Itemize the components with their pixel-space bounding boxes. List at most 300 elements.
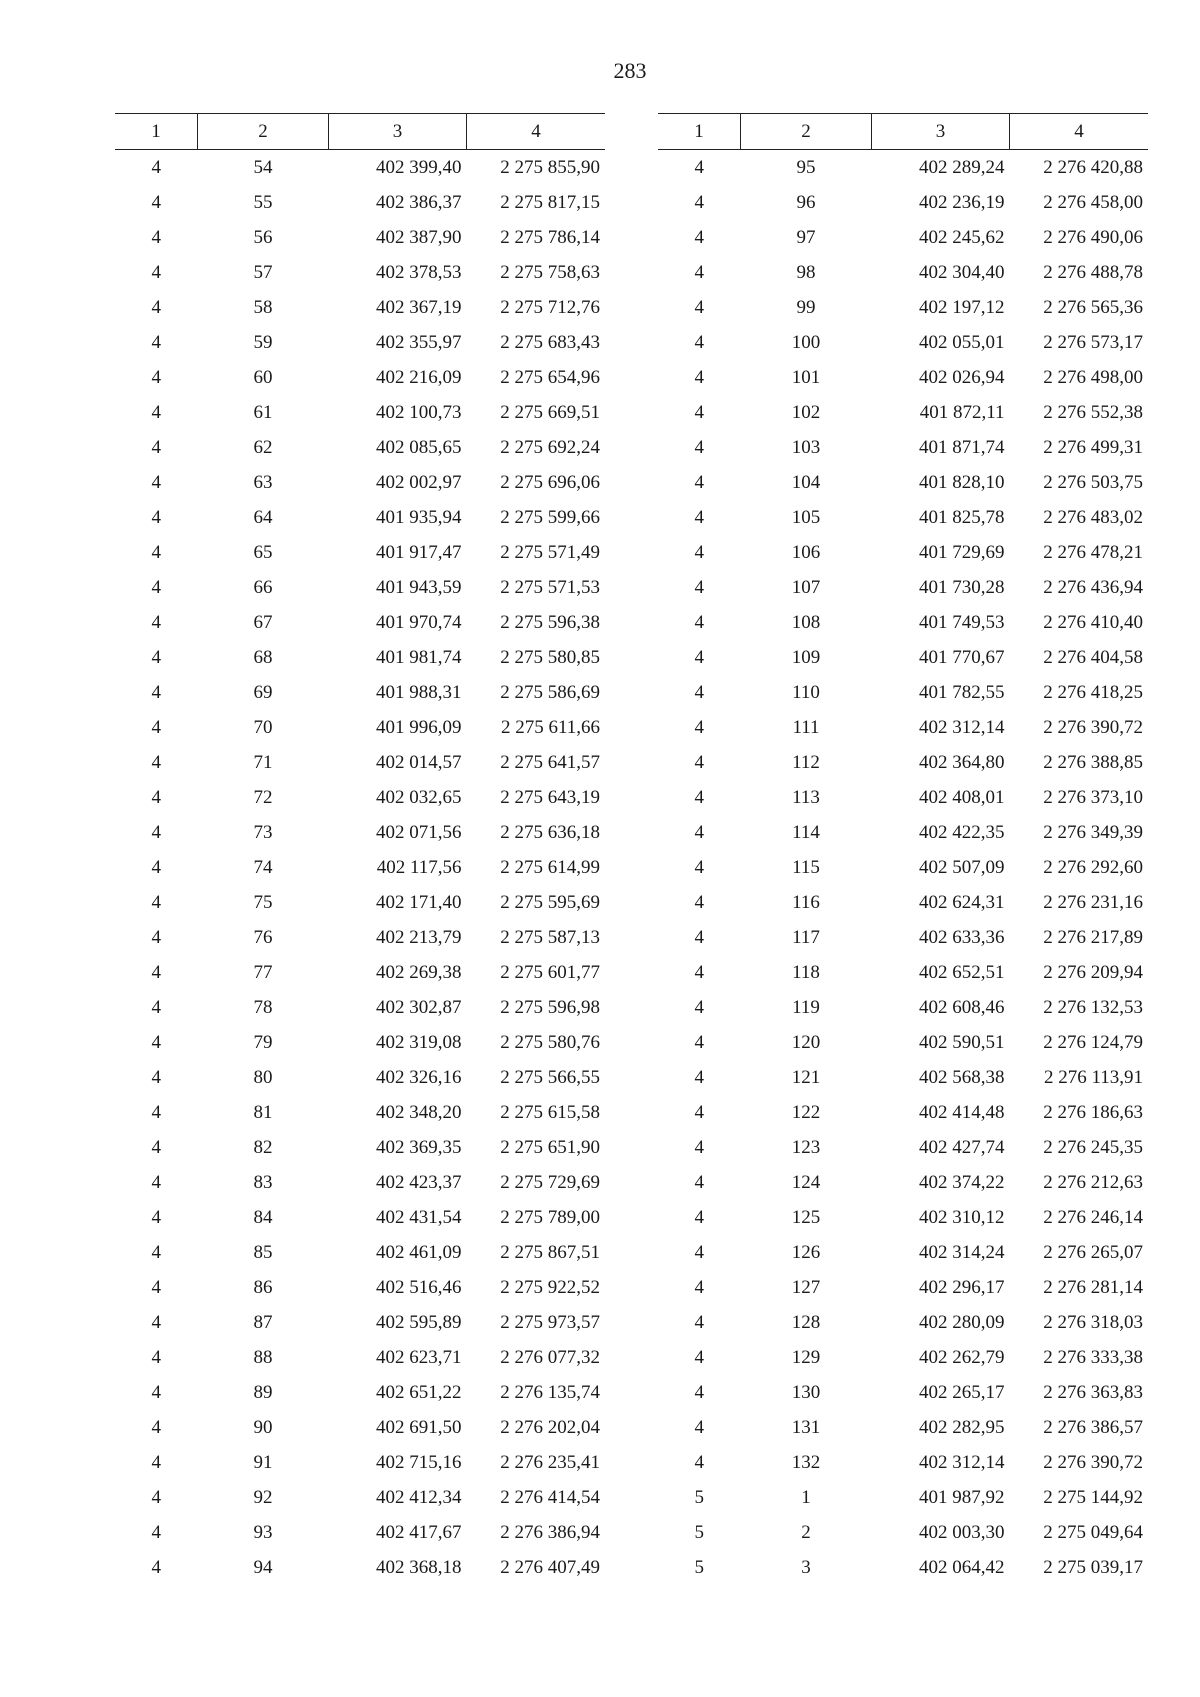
table-row <box>115 1515 605 1550</box>
cell-object-number: 4 <box>694 261 704 283</box>
table-row <box>658 1375 1148 1410</box>
cell-coordinate-y: 2 276 186,63 <box>1043 1101 1143 1123</box>
table-row <box>658 185 1148 220</box>
cell-coordinate-x: 401 782,55 <box>919 681 1005 703</box>
cell-point-number: 96 <box>796 191 816 213</box>
table-row <box>658 570 1148 605</box>
cell-coordinate-y: 2 275 855,90 <box>500 156 600 178</box>
cell-point-number: 72 <box>253 786 273 808</box>
cell-object-number: 4 <box>151 996 161 1018</box>
cell-point-number: 89 <box>253 1381 273 1403</box>
cell-coordinate-y: 2 276 404,58 <box>1043 646 1143 668</box>
cell-point-number: 76 <box>253 926 273 948</box>
cell-coordinate-x: 402 071,56 <box>376 821 462 843</box>
cell-coordinate-x: 402 310,12 <box>919 1206 1005 1228</box>
cell-coordinate-y: 2 276 390,72 <box>1043 1451 1143 1473</box>
table-row <box>115 150 605 186</box>
cell-coordinate-x: 402 055,01 <box>919 331 1005 353</box>
table-row <box>658 395 1148 430</box>
cell-object-number: 4 <box>151 1171 161 1193</box>
cell-object-number: 4 <box>151 261 161 283</box>
cell-coordinate-y: 2 275 601,77 <box>500 961 600 983</box>
cell-object-number: 4 <box>151 611 161 633</box>
cell-coordinate-y: 2 275 596,38 <box>500 611 600 633</box>
column-header-3: 3 <box>872 114 1010 150</box>
table-row <box>658 745 1148 780</box>
cell-coordinate-y: 2 275 654,96 <box>500 366 600 388</box>
cell-object-number: 4 <box>694 1206 704 1228</box>
cell-point-number: 2 <box>801 1521 811 1543</box>
cell-coordinate-x: 402 590,51 <box>919 1031 1005 1053</box>
cell-coordinate-y: 2 276 235,41 <box>500 1451 600 1473</box>
cell-object-number: 4 <box>151 1066 161 1088</box>
cell-coordinate-x: 402 399,40 <box>376 156 462 178</box>
cell-point-number: 110 <box>792 681 820 703</box>
cell-object-number: 4 <box>151 296 161 318</box>
cell-object-number: 5 <box>694 1521 704 1543</box>
cell-coordinate-y: 2 276 202,04 <box>500 1416 600 1438</box>
table-row <box>658 1025 1148 1060</box>
cell-coordinate-y: 2 276 373,10 <box>1043 786 1143 808</box>
table-body-left <box>115 150 605 1586</box>
table-row <box>658 920 1148 955</box>
cell-object-number: 4 <box>151 1101 161 1123</box>
cell-coordinate-x: 401 730,28 <box>919 576 1005 598</box>
cell-coordinate-y: 2 275 641,57 <box>500 751 600 773</box>
cell-coordinate-y: 2 276 132,53 <box>1043 996 1143 1018</box>
cell-coordinate-x: 402 289,24 <box>919 156 1005 178</box>
cell-point-number: 131 <box>791 1416 821 1438</box>
cell-point-number: 93 <box>253 1521 273 1543</box>
cell-coordinate-y: 2 276 217,89 <box>1043 926 1143 948</box>
cell-point-number: 71 <box>253 751 273 773</box>
cell-point-number: 61 <box>253 401 273 423</box>
cell-coordinate-y: 2 275 683,43 <box>500 331 600 353</box>
table-header-row <box>115 114 605 150</box>
cell-coordinate-y: 2 275 669,51 <box>500 401 600 423</box>
table-body-right <box>658 150 1148 1586</box>
table-row <box>115 1270 605 1305</box>
table-row <box>658 780 1148 815</box>
cell-coordinate-x: 402 691,50 <box>376 1416 462 1438</box>
cell-object-number: 4 <box>694 926 704 948</box>
cell-coordinate-x: 402 304,40 <box>919 261 1005 283</box>
cell-point-number: 99 <box>796 296 816 318</box>
cell-object-number: 4 <box>694 786 704 808</box>
table-row <box>115 780 605 815</box>
cell-coordinate-y: 2 275 571,53 <box>500 576 600 598</box>
cell-object-number: 4 <box>151 1136 161 1158</box>
cell-point-number: 3 <box>801 1556 811 1578</box>
cell-point-number: 74 <box>253 856 273 878</box>
cell-coordinate-y: 2 276 212,63 <box>1043 1171 1143 1193</box>
cell-coordinate-y: 2 276 245,35 <box>1043 1136 1143 1158</box>
cell-object-number: 4 <box>694 1101 704 1123</box>
table-row <box>115 220 605 255</box>
cell-coordinate-x: 402 386,37 <box>376 191 462 213</box>
cell-coordinate-x: 402 369,35 <box>376 1136 462 1158</box>
table-row <box>115 1025 605 1060</box>
table-row <box>115 1060 605 1095</box>
cell-coordinate-y: 2 275 615,58 <box>500 1101 600 1123</box>
cell-point-number: 77 <box>253 961 273 983</box>
cell-point-number: 123 <box>791 1136 821 1158</box>
table-row <box>658 1235 1148 1270</box>
table-row <box>115 850 605 885</box>
table-row <box>115 1550 605 1585</box>
cell-object-number: 4 <box>694 366 704 388</box>
table-row <box>658 535 1148 570</box>
table-row <box>115 675 605 710</box>
cell-coordinate-y: 2 276 386,94 <box>500 1521 600 1543</box>
cell-object-number: 4 <box>151 576 161 598</box>
cell-point-number: 80 <box>253 1066 273 1088</box>
cell-object-number: 4 <box>151 1451 161 1473</box>
cell-point-number: 126 <box>791 1241 821 1263</box>
cell-coordinate-x: 402 014,57 <box>376 751 462 773</box>
cell-coordinate-x: 402 262,79 <box>919 1346 1005 1368</box>
table-row <box>115 710 605 745</box>
cell-coordinate-x: 402 296,17 <box>919 1276 1005 1298</box>
cell-coordinate-x: 402 236,19 <box>919 191 1005 213</box>
table-row <box>115 465 605 500</box>
cell-coordinate-y: 2 275 614,99 <box>500 856 600 878</box>
cell-point-number: 79 <box>253 1031 273 1053</box>
cell-point-number: 130 <box>791 1381 821 1403</box>
column-header-2: 2 <box>741 114 872 150</box>
cell-coordinate-x: 402 003,30 <box>919 1521 1005 1543</box>
cell-object-number: 4 <box>694 156 704 178</box>
cell-object-number: 4 <box>694 1381 704 1403</box>
cell-coordinate-x: 402 423,37 <box>376 1171 462 1193</box>
cell-coordinate-y: 2 276 349,39 <box>1043 821 1143 843</box>
cell-object-number: 4 <box>694 436 704 458</box>
cell-point-number: 66 <box>253 576 273 598</box>
cell-coordinate-x: 402 374,22 <box>919 1171 1005 1193</box>
cell-coordinate-y: 2 276 135,74 <box>500 1381 600 1403</box>
cell-coordinate-y: 2 276 246,14 <box>1043 1206 1143 1228</box>
cell-coordinate-x: 402 032,65 <box>376 786 462 808</box>
table-row <box>115 1095 605 1130</box>
table-row <box>658 1340 1148 1375</box>
cell-coordinate-y: 2 275 729,69 <box>500 1171 600 1193</box>
table-row <box>658 1130 1148 1165</box>
cell-object-number: 4 <box>151 541 161 563</box>
cell-coordinate-y: 2 275 611,66 <box>500 716 600 738</box>
cell-point-number: 55 <box>253 191 273 213</box>
cell-point-number: 82 <box>253 1136 273 1158</box>
cell-coordinate-x: 401 825,78 <box>919 506 1005 528</box>
cell-object-number: 4 <box>151 506 161 528</box>
cell-coordinate-x: 402 064,42 <box>919 1556 1005 1578</box>
cell-coordinate-y: 2 275 144,92 <box>1043 1486 1143 1508</box>
cell-object-number: 4 <box>151 436 161 458</box>
cell-point-number: 88 <box>253 1346 273 1368</box>
cell-object-number: 4 <box>151 226 161 248</box>
cell-coordinate-x: 402 314,24 <box>919 1241 1005 1263</box>
cell-point-number: 105 <box>791 506 821 528</box>
cell-object-number: 4 <box>151 471 161 493</box>
cell-point-number: 83 <box>253 1171 273 1193</box>
cell-coordinate-x: 402 595,89 <box>376 1311 462 1333</box>
cell-point-number: 87 <box>253 1311 273 1333</box>
table-row <box>115 815 605 850</box>
cell-object-number: 4 <box>694 1171 704 1193</box>
cell-coordinate-y: 2 276 436,94 <box>1043 576 1143 598</box>
cell-point-number: 120 <box>791 1031 821 1053</box>
cell-coordinate-y: 2 276 410,40 <box>1043 611 1143 633</box>
cell-coordinate-x: 402 427,74 <box>919 1136 1005 1158</box>
table-row <box>115 1340 605 1375</box>
cell-coordinate-y: 2 275 922,52 <box>500 1276 600 1298</box>
cell-coordinate-y: 2 275 636,18 <box>500 821 600 843</box>
table-row <box>115 885 605 920</box>
table-row <box>658 675 1148 710</box>
cell-object-number: 4 <box>151 786 161 808</box>
cell-object-number: 4 <box>694 191 704 213</box>
table-row <box>115 1305 605 1340</box>
cell-object-number: 4 <box>151 1346 161 1368</box>
cell-coordinate-y: 2 275 039,17 <box>1043 1556 1143 1578</box>
cell-coordinate-y: 2 276 292,60 <box>1043 856 1143 878</box>
cell-coordinate-y: 2 276 318,03 <box>1043 1311 1143 1333</box>
cell-object-number: 4 <box>151 821 161 843</box>
cell-coordinate-y: 2 276 265,07 <box>1043 1241 1143 1263</box>
cell-coordinate-x: 402 431,54 <box>376 1206 462 1228</box>
cell-coordinate-x: 402 265,17 <box>919 1381 1005 1403</box>
table-row <box>658 150 1148 186</box>
cell-point-number: 115 <box>792 856 820 878</box>
cell-coordinate-x: 402 348,20 <box>376 1101 462 1123</box>
cell-point-number: 68 <box>253 646 273 668</box>
cell-coordinate-y: 2 275 867,51 <box>500 1241 600 1263</box>
cell-coordinate-y: 2 276 458,00 <box>1043 191 1143 213</box>
cell-coordinate-x: 401 872,11 <box>919 401 1005 423</box>
cell-object-number: 4 <box>694 401 704 423</box>
cell-coordinate-x: 402 417,67 <box>376 1521 462 1543</box>
cell-point-number: 103 <box>791 436 821 458</box>
cell-point-number: 73 <box>253 821 273 843</box>
coordinates-table-right <box>658 113 1148 1585</box>
table-row <box>115 500 605 535</box>
cell-coordinate-y: 2 276 414,54 <box>500 1486 600 1508</box>
cell-point-number: 56 <box>253 226 273 248</box>
cell-point-number: 81 <box>253 1101 273 1123</box>
table-row <box>115 1480 605 1515</box>
cell-point-number: 122 <box>791 1101 821 1123</box>
cell-coordinate-x: 402 516,46 <box>376 1276 462 1298</box>
table-header-row <box>658 114 1148 150</box>
cell-coordinate-x: 402 368,18 <box>376 1556 462 1578</box>
cell-point-number: 101 <box>791 366 821 388</box>
table-row <box>658 990 1148 1025</box>
cell-coordinate-y: 2 276 498,00 <box>1043 366 1143 388</box>
cell-coordinate-y: 2 276 386,57 <box>1043 1416 1143 1438</box>
table-row <box>115 430 605 465</box>
cell-point-number: 108 <box>791 611 821 633</box>
cell-object-number: 4 <box>694 821 704 843</box>
cell-coordinate-x: 401 996,09 <box>376 716 462 738</box>
cell-object-number: 4 <box>694 856 704 878</box>
cell-point-number: 95 <box>796 156 816 178</box>
cell-coordinate-y: 2 276 388,85 <box>1043 751 1143 773</box>
cell-coordinate-y: 2 275 580,76 <box>500 1031 600 1053</box>
table-row <box>115 290 605 325</box>
cell-point-number: 64 <box>253 506 273 528</box>
table-row <box>658 640 1148 675</box>
cell-object-number: 4 <box>694 996 704 1018</box>
cell-coordinate-y: 2 276 478,21 <box>1043 541 1143 563</box>
cell-coordinate-x: 401 770,67 <box>919 646 1005 668</box>
cell-coordinate-y: 2 275 587,13 <box>500 926 600 948</box>
cell-coordinate-y: 2 275 566,55 <box>500 1066 600 1088</box>
cell-point-number: 59 <box>253 331 273 353</box>
cell-point-number: 127 <box>791 1276 821 1298</box>
cell-coordinate-y: 2 276 390,72 <box>1043 716 1143 738</box>
cell-coordinate-x: 402 355,97 <box>376 331 462 353</box>
cell-point-number: 91 <box>253 1451 273 1473</box>
cell-object-number: 4 <box>151 1311 161 1333</box>
cell-coordinate-x: 402 624,31 <box>919 891 1005 913</box>
cell-coordinate-y: 2 276 363,83 <box>1043 1381 1143 1403</box>
table-row <box>115 535 605 570</box>
cell-point-number: 84 <box>253 1206 273 1228</box>
cell-coordinate-y: 2 276 124,79 <box>1043 1031 1143 1053</box>
cell-object-number: 4 <box>151 716 161 738</box>
cell-point-number: 129 <box>791 1346 821 1368</box>
cell-point-number: 54 <box>253 156 273 178</box>
cell-object-number: 4 <box>151 401 161 423</box>
cell-coordinate-y: 2 276 281,14 <box>1043 1276 1143 1298</box>
column-header-4: 4 <box>1010 114 1149 150</box>
table-row <box>658 1410 1148 1445</box>
table-row <box>658 1270 1148 1305</box>
cell-object-number: 4 <box>694 961 704 983</box>
cell-point-number: 62 <box>253 436 273 458</box>
table-row <box>658 1550 1148 1585</box>
cell-coordinate-y: 2 276 209,94 <box>1043 961 1143 983</box>
cell-object-number: 4 <box>151 1486 161 1508</box>
cell-point-number: 58 <box>253 296 273 318</box>
table-row <box>115 1200 605 1235</box>
cell-object-number: 4 <box>694 576 704 598</box>
cell-object-number: 4 <box>694 681 704 703</box>
cell-coordinate-x: 401 970,74 <box>376 611 462 633</box>
table-row <box>115 325 605 360</box>
cell-coordinate-x: 402 302,87 <box>376 996 462 1018</box>
cell-coordinate-x: 402 171,40 <box>376 891 462 913</box>
table-row <box>658 885 1148 920</box>
cell-coordinate-y: 2 276 333,38 <box>1043 1346 1143 1368</box>
cell-coordinate-x: 401 981,74 <box>376 646 462 668</box>
cell-coordinate-x: 402 312,14 <box>919 1451 1005 1473</box>
table-row <box>658 1200 1148 1235</box>
cell-point-number: 70 <box>253 716 273 738</box>
table-row <box>115 1445 605 1480</box>
cell-point-number: 65 <box>253 541 273 563</box>
cell-object-number: 4 <box>151 1416 161 1438</box>
table-row <box>658 465 1148 500</box>
cell-coordinate-x: 402 367,19 <box>376 296 462 318</box>
cell-object-number: 4 <box>151 1381 161 1403</box>
cell-coordinate-x: 402 633,36 <box>919 926 1005 948</box>
cell-coordinate-x: 402 117,56 <box>376 856 462 878</box>
cell-coordinate-y: 2 276 407,49 <box>500 1556 600 1578</box>
table-row <box>115 955 605 990</box>
cell-point-number: 121 <box>791 1066 821 1088</box>
table-row <box>658 325 1148 360</box>
cell-coordinate-y: 2 276 077,32 <box>500 1346 600 1368</box>
table-row <box>115 255 605 290</box>
column-header-4: 4 <box>467 114 606 150</box>
cell-coordinate-y: 2 275 595,69 <box>500 891 600 913</box>
cell-object-number: 4 <box>151 681 161 703</box>
cell-point-number: 125 <box>791 1206 821 1228</box>
table-row <box>115 360 605 395</box>
cell-point-number: 98 <box>796 261 816 283</box>
cell-object-number: 4 <box>151 646 161 668</box>
table-row <box>658 220 1148 255</box>
cell-point-number: 132 <box>791 1451 821 1473</box>
cell-coordinate-x: 402 387,90 <box>376 226 462 248</box>
cell-coordinate-y: 2 275 651,90 <box>500 1136 600 1158</box>
cell-point-number: 85 <box>253 1241 273 1263</box>
table-row <box>658 710 1148 745</box>
cell-coordinate-y: 2 276 552,38 <box>1043 401 1143 423</box>
cell-coordinate-y: 2 276 420,88 <box>1043 156 1143 178</box>
cell-object-number: 5 <box>694 1556 704 1578</box>
cell-object-number: 4 <box>694 751 704 773</box>
table-row <box>658 290 1148 325</box>
cell-point-number: 67 <box>253 611 273 633</box>
table-row <box>115 185 605 220</box>
table-row <box>658 605 1148 640</box>
cell-coordinate-x: 402 085,65 <box>376 436 462 458</box>
cell-coordinate-x: 401 828,10 <box>919 471 1005 493</box>
table-row <box>658 430 1148 465</box>
cell-point-number: 116 <box>792 891 820 913</box>
cell-object-number: 4 <box>151 751 161 773</box>
cell-point-number: 113 <box>792 786 820 808</box>
cell-coordinate-y: 2 275 643,19 <box>500 786 600 808</box>
cell-point-number: 102 <box>791 401 821 423</box>
cell-object-number: 4 <box>694 1276 704 1298</box>
table-row <box>658 1165 1148 1200</box>
cell-object-number: 4 <box>151 331 161 353</box>
cell-coordinate-x: 402 715,16 <box>376 1451 462 1473</box>
cell-point-number: 111 <box>792 716 820 738</box>
page-number: 283 <box>613 58 647 83</box>
table-row <box>658 850 1148 885</box>
cell-coordinate-x: 402 280,09 <box>919 1311 1005 1333</box>
cell-object-number: 4 <box>151 856 161 878</box>
cell-object-number: 4 <box>694 646 704 668</box>
cell-coordinate-x: 402 414,48 <box>919 1101 1005 1123</box>
cell-coordinate-y: 2 275 758,63 <box>500 261 600 283</box>
cell-coordinate-y: 2 276 499,31 <box>1043 436 1143 458</box>
table-row <box>658 1515 1148 1550</box>
coordinates-table-left <box>115 113 605 1585</box>
cell-object-number: 4 <box>151 191 161 213</box>
cell-coordinate-x: 402 326,16 <box>376 1066 462 1088</box>
column-header-1: 1 <box>658 114 741 150</box>
cell-coordinate-y: 2 276 490,06 <box>1043 226 1143 248</box>
cell-coordinate-x: 402 651,22 <box>376 1381 462 1403</box>
table-row <box>115 1165 605 1200</box>
cell-object-number: 4 <box>151 156 161 178</box>
cell-point-number: 109 <box>791 646 821 668</box>
cell-coordinate-x: 402 269,38 <box>376 961 462 983</box>
